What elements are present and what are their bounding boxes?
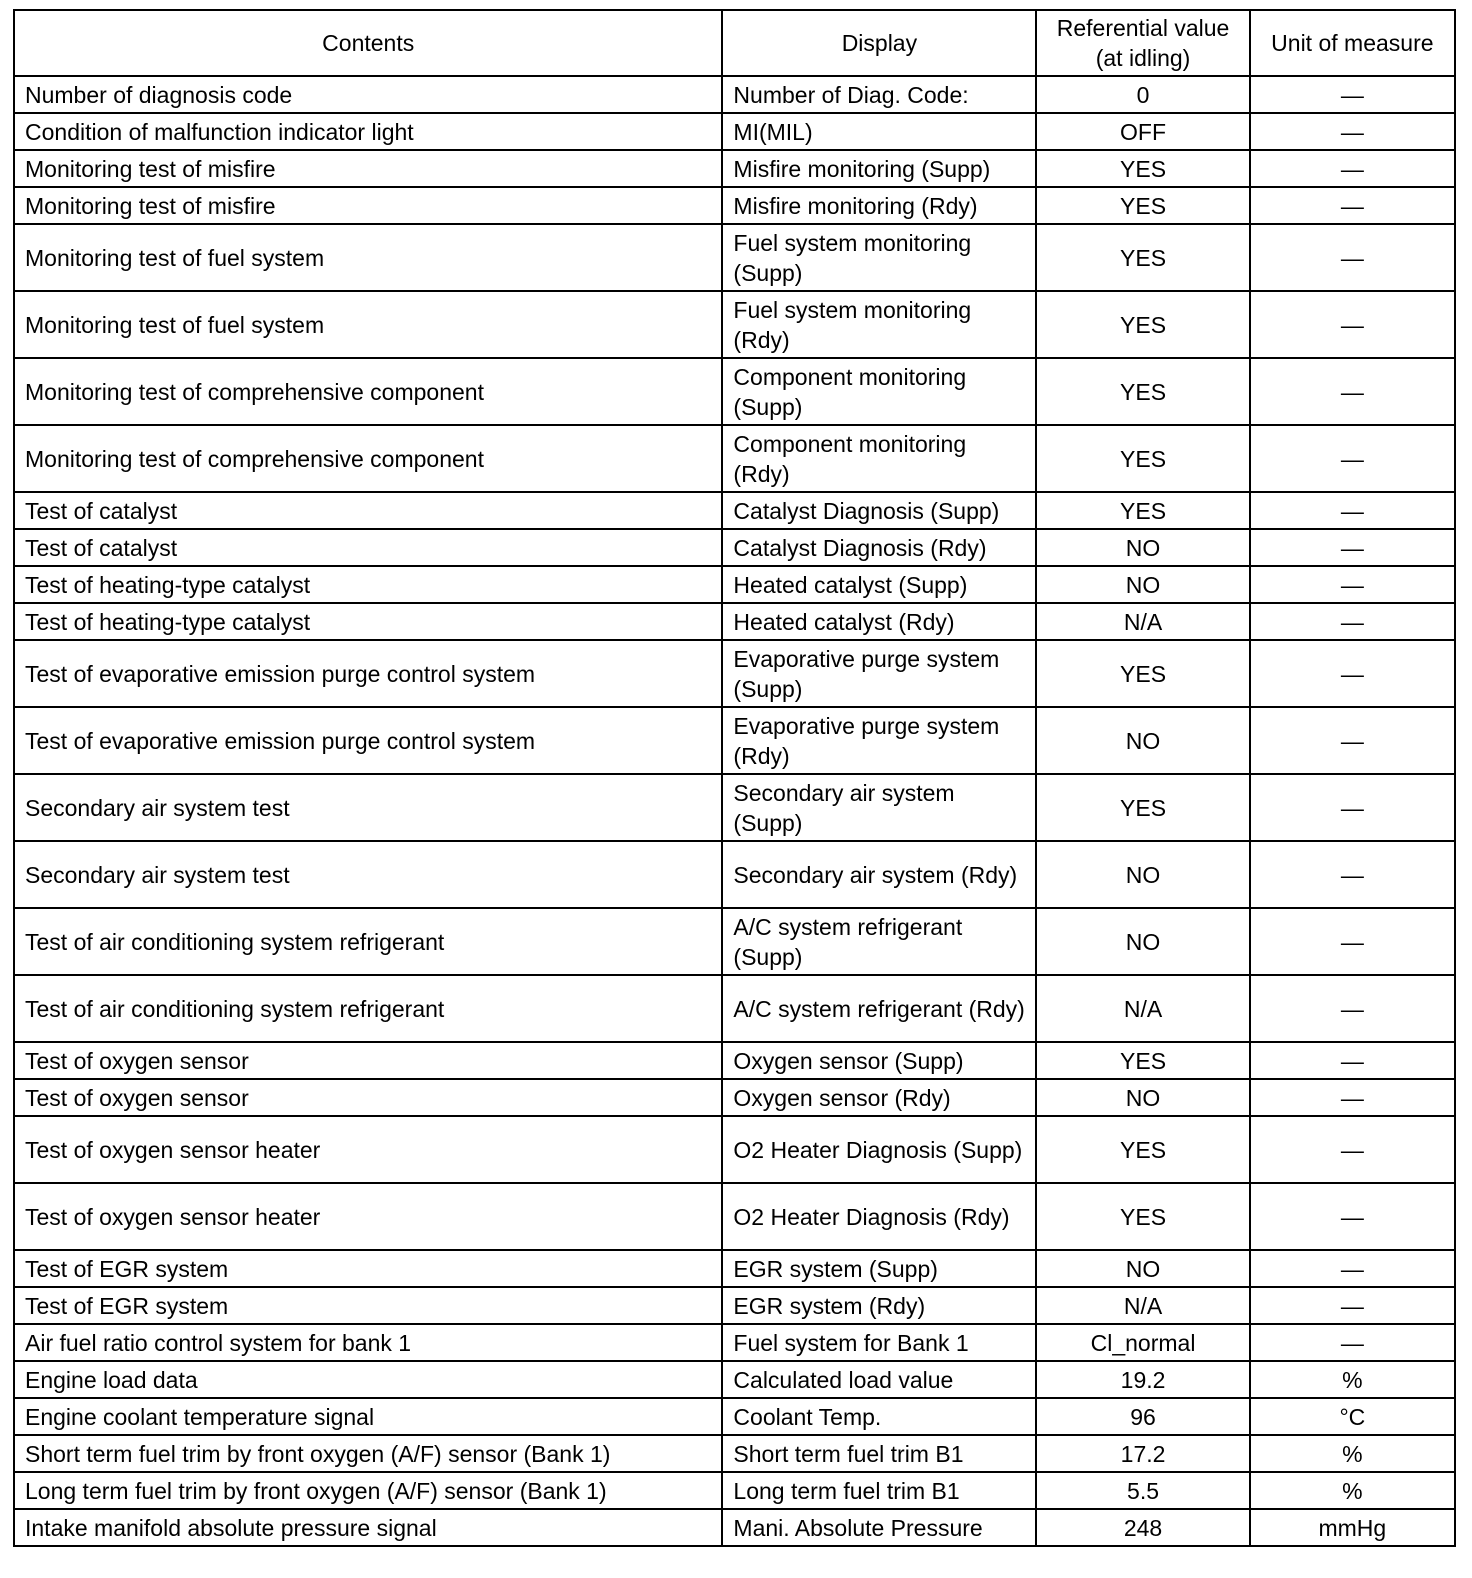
- cell-referential-value: YES: [1036, 425, 1249, 492]
- cell-referential-value: YES: [1036, 291, 1249, 358]
- table-row: [14, 1324, 1455, 1361]
- table-row: [14, 1361, 1455, 1398]
- cell-referential-value: NO: [1036, 841, 1249, 908]
- table-row: [14, 187, 1455, 224]
- cell-referential-value: 96: [1036, 1398, 1249, 1435]
- header-unit-of-measure: Unit of measure: [1250, 10, 1455, 76]
- cell-contents: Test of evaporative emission purge control system: [14, 707, 722, 774]
- table-row: [14, 975, 1455, 1042]
- cell-referential-value: YES: [1036, 1116, 1249, 1183]
- cell-display: MI(MIL): [722, 113, 1036, 150]
- cell-referential-value: 5.5: [1036, 1472, 1249, 1509]
- cell-contents: Air fuel ratio control system for bank 1: [14, 1324, 722, 1361]
- cell-referential-value: Cl_normal: [1036, 1324, 1249, 1361]
- cell-display: Secondary air system (Rdy): [722, 841, 1036, 908]
- cell-unit: %: [1250, 1435, 1455, 1472]
- cell-referential-value: 19.2: [1036, 1361, 1249, 1398]
- header-display: Display: [722, 10, 1036, 76]
- cell-referential-value: 17.2: [1036, 1435, 1249, 1472]
- cell-display: Number of Diag. Code:: [722, 76, 1036, 113]
- cell-unit: —: [1250, 603, 1455, 640]
- cell-display: Long term fuel trim B1: [722, 1472, 1036, 1509]
- cell-contents: Test of oxygen sensor heater: [14, 1116, 722, 1183]
- cell-unit: —: [1250, 1324, 1455, 1361]
- cell-contents: Number of diagnosis code: [14, 76, 722, 113]
- cell-unit: —: [1250, 187, 1455, 224]
- cell-referential-value: YES: [1036, 774, 1249, 841]
- table-row: [14, 1509, 1455, 1546]
- table-row: [14, 113, 1455, 150]
- cell-contents: Test of oxygen sensor heater: [14, 1183, 722, 1250]
- cell-unit: °C: [1250, 1398, 1455, 1435]
- cell-unit: —: [1250, 425, 1455, 492]
- table-row: [14, 1183, 1455, 1250]
- cell-referential-value: YES: [1036, 492, 1249, 529]
- cell-display: Oxygen sensor (Supp): [722, 1042, 1036, 1079]
- cell-display: Component monitoring (Supp): [722, 358, 1036, 425]
- cell-display: Fuel system monitoring (Rdy): [722, 291, 1036, 358]
- cell-unit: —: [1250, 1287, 1455, 1324]
- cell-unit: mmHg: [1250, 1509, 1455, 1546]
- cell-display: Short term fuel trim B1: [722, 1435, 1036, 1472]
- cell-contents: Engine load data: [14, 1361, 722, 1398]
- table-row: [14, 774, 1455, 841]
- cell-unit: —: [1250, 1079, 1455, 1116]
- cell-referential-value: NO: [1036, 1250, 1249, 1287]
- header-contents: Contents: [14, 10, 722, 76]
- cell-contents: Test of oxygen sensor: [14, 1042, 722, 1079]
- cell-referential-value: NO: [1036, 566, 1249, 603]
- cell-unit: —: [1250, 291, 1455, 358]
- cell-contents: Test of heating-type catalyst: [14, 566, 722, 603]
- cell-referential-value: YES: [1036, 1183, 1249, 1250]
- cell-contents: Monitoring test of misfire: [14, 150, 722, 187]
- cell-referential-value: YES: [1036, 150, 1249, 187]
- cell-display: A/C system refrigerant (Rdy): [722, 975, 1036, 1042]
- table-row: [14, 908, 1455, 975]
- cell-display: Heated catalyst (Rdy): [722, 603, 1036, 640]
- cell-contents: Monitoring test of comprehensive component: [14, 358, 722, 425]
- cell-unit: —: [1250, 150, 1455, 187]
- table-body: [14, 76, 1455, 1546]
- cell-unit: —: [1250, 492, 1455, 529]
- cell-referential-value: YES: [1036, 358, 1249, 425]
- cell-contents: Short term fuel trim by front oxygen (A/F) sensor (Bank 1): [14, 1435, 722, 1472]
- table-row: [14, 1042, 1455, 1079]
- cell-display: Oxygen sensor (Rdy): [722, 1079, 1036, 1116]
- cell-display: O2 Heater Diagnosis (Supp): [722, 1116, 1036, 1183]
- cell-unit: —: [1250, 841, 1455, 908]
- cell-contents: Monitoring test of fuel system: [14, 291, 722, 358]
- cell-contents: Test of air conditioning system refrigerant: [14, 975, 722, 1042]
- cell-display: Calculated load value: [722, 1361, 1036, 1398]
- cell-display: Fuel system for Bank 1: [722, 1324, 1036, 1361]
- cell-referential-value: NO: [1036, 529, 1249, 566]
- cell-unit: —: [1250, 975, 1455, 1042]
- cell-unit: —: [1250, 640, 1455, 707]
- table-row: [14, 566, 1455, 603]
- cell-unit: —: [1250, 908, 1455, 975]
- cell-unit: —: [1250, 707, 1455, 774]
- table-row: [14, 224, 1455, 291]
- cell-display: Misfire monitoring (Rdy): [722, 187, 1036, 224]
- cell-referential-value: 248: [1036, 1509, 1249, 1546]
- table-row: [14, 529, 1455, 566]
- cell-unit: —: [1250, 566, 1455, 603]
- cell-unit: —: [1250, 529, 1455, 566]
- table-row: [14, 1250, 1455, 1287]
- cell-contents: Test of heating-type catalyst: [14, 603, 722, 640]
- cell-display: Misfire monitoring (Supp): [722, 150, 1036, 187]
- table-row: [14, 1287, 1455, 1324]
- cell-contents: Test of air conditioning system refrigerant: [14, 908, 722, 975]
- table-row: [14, 1079, 1455, 1116]
- cell-display: Evaporative purge system (Rdy): [722, 707, 1036, 774]
- cell-display: Secondary air system (Supp): [722, 774, 1036, 841]
- cell-contents: Intake manifold absolute pressure signal: [14, 1509, 722, 1546]
- cell-display: EGR system (Rdy): [722, 1287, 1036, 1324]
- cell-referential-value: YES: [1036, 640, 1249, 707]
- cell-referential-value: 0: [1036, 76, 1249, 113]
- table-row: [14, 841, 1455, 908]
- table-row: [14, 150, 1455, 187]
- cell-referential-value: OFF: [1036, 113, 1249, 150]
- table-row: [14, 425, 1455, 492]
- table-row: [14, 492, 1455, 529]
- cell-contents: Test of evaporative emission purge control system: [14, 640, 722, 707]
- cell-contents: Condition of malfunction indicator light: [14, 113, 722, 150]
- cell-display: A/C system refrigerant (Supp): [722, 908, 1036, 975]
- cell-display: Heated catalyst (Supp): [722, 566, 1036, 603]
- cell-contents: Secondary air system test: [14, 841, 722, 908]
- cell-referential-value: N/A: [1036, 603, 1249, 640]
- table-row: [14, 76, 1455, 113]
- table-row: [14, 603, 1455, 640]
- cell-referential-value: YES: [1036, 187, 1249, 224]
- cell-referential-value: NO: [1036, 707, 1249, 774]
- header-referential-value-line2: (at idling): [1095, 45, 1191, 71]
- cell-unit: %: [1250, 1472, 1455, 1509]
- table-row: [14, 291, 1455, 358]
- table-row: [14, 1472, 1455, 1509]
- cell-referential-value: NO: [1036, 908, 1249, 975]
- cell-contents: Monitoring test of fuel system: [14, 224, 722, 291]
- cell-contents: Monitoring test of comprehensive component: [14, 425, 722, 492]
- cell-unit: —: [1250, 1183, 1455, 1250]
- cell-referential-value: YES: [1036, 1042, 1249, 1079]
- cell-contents: Engine coolant temperature signal: [14, 1398, 722, 1435]
- cell-contents: Long term fuel trim by front oxygen (A/F) sensor (Bank 1): [14, 1472, 722, 1509]
- cell-unit: —: [1250, 76, 1455, 113]
- cell-display: Component monitoring (Rdy): [722, 425, 1036, 492]
- cell-unit: —: [1250, 358, 1455, 425]
- table-row: [14, 1435, 1455, 1472]
- cell-unit: —: [1250, 1042, 1455, 1079]
- cell-unit: —: [1250, 1250, 1455, 1287]
- cell-unit: —: [1250, 224, 1455, 291]
- cell-contents: Monitoring test of misfire: [14, 187, 722, 224]
- table-row: [14, 640, 1455, 707]
- header-referential-value: [1036, 10, 1249, 76]
- table-row: [14, 707, 1455, 774]
- cell-referential-value: NO: [1036, 1079, 1249, 1116]
- cell-contents: Test of catalyst: [14, 492, 722, 529]
- cell-display: O2 Heater Diagnosis (Rdy): [722, 1183, 1036, 1250]
- cell-referential-value: N/A: [1036, 1287, 1249, 1324]
- cell-display: Mani. Absolute Pressure: [722, 1509, 1036, 1546]
- cell-display: Catalyst Diagnosis (Supp): [722, 492, 1036, 529]
- cell-contents: Test of catalyst: [14, 529, 722, 566]
- cell-contents: Test of EGR system: [14, 1287, 722, 1324]
- cell-display: EGR system (Supp): [722, 1250, 1036, 1287]
- cell-unit: —: [1250, 774, 1455, 841]
- cell-unit: —: [1250, 1116, 1455, 1183]
- table-header-row: [14, 10, 1455, 76]
- cell-contents: Test of EGR system: [14, 1250, 722, 1287]
- cell-unit: —: [1250, 113, 1455, 150]
- table-row: [14, 358, 1455, 425]
- cell-contents: Test of oxygen sensor: [14, 1079, 722, 1116]
- diagnosis-data-table: [13, 9, 1456, 1547]
- cell-referential-value: YES: [1036, 224, 1249, 291]
- header-referential-value-line1: Referential value: [1056, 15, 1230, 41]
- cell-display: Coolant Temp.: [722, 1398, 1036, 1435]
- table-row: [14, 1398, 1455, 1435]
- cell-display: Evaporative purge system (Supp): [722, 640, 1036, 707]
- cell-unit: %: [1250, 1361, 1455, 1398]
- cell-contents: Secondary air system test: [14, 774, 722, 841]
- cell-referential-value: N/A: [1036, 975, 1249, 1042]
- cell-display: Fuel system monitoring (Supp): [722, 224, 1036, 291]
- cell-display: Catalyst Diagnosis (Rdy): [722, 529, 1036, 566]
- table-row: [14, 1116, 1455, 1183]
